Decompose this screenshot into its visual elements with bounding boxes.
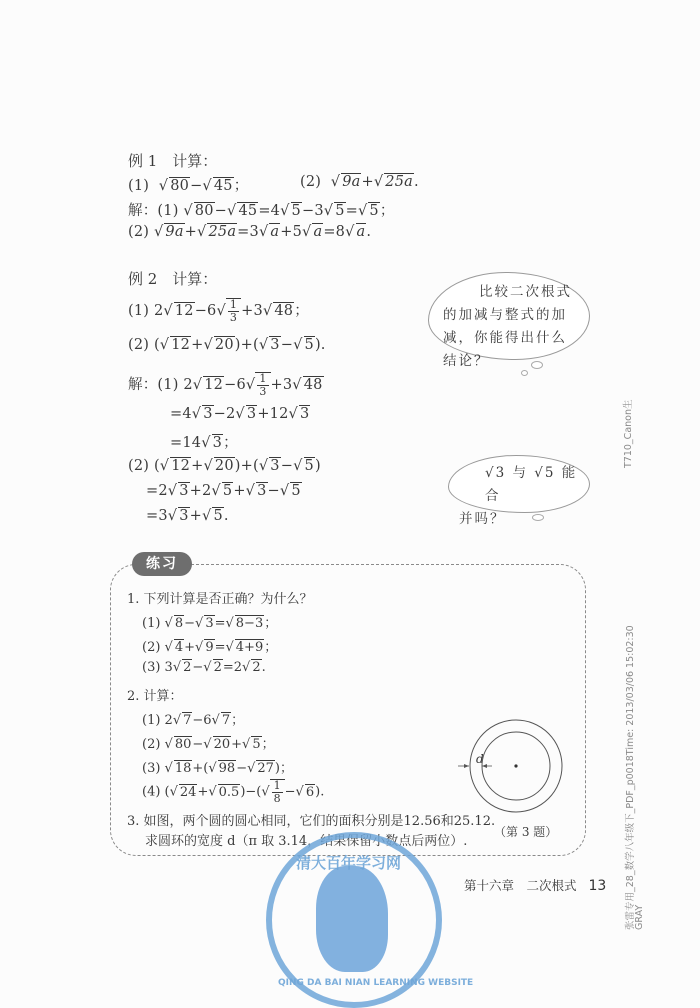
thought-dot [521, 370, 528, 376]
example-1-solution-1 [128, 199, 395, 220]
practice-q1-item-1: (1) √ 8−√ 3=√ 8−3； [142, 616, 278, 631]
example-2-solution-1-line-3: =14√ 3； [170, 435, 238, 451]
practice-q1-title: 1. 下列计算是否正确？为什么？ [127, 592, 313, 607]
label: (2) [300, 174, 322, 190]
thought-dot [532, 514, 544, 521]
figure-caption: （第 3 题） [494, 825, 558, 839]
thought-bubble-1 [428, 272, 590, 369]
expr: √ 9a+√ 25a. [325, 174, 419, 190]
practice-q2-title: 2. 计算： [127, 689, 183, 704]
practice-q2-item-2: (2) √ 80−√ 20+√ 5； [142, 737, 275, 752]
example-1-title: 例 1 计算： [128, 152, 218, 170]
figure-label-d: d [476, 752, 484, 766]
label: (1) [128, 178, 150, 194]
example-2-solution-2-line-2: =2√ 3+2√ 5+√ 3−√ 5 [146, 483, 301, 499]
chapter-name: 第十六章 二次根式 [464, 878, 577, 893]
page-number: 13 [588, 878, 607, 894]
practice-q2-item-4: (4) (√ 24+√ 0.5)−(√ $\frac{1}{8}$ −√ 6). [142, 779, 325, 805]
thought-bubble-2 [448, 455, 590, 527]
expr: (1) √ 80−√ 45=4√ 5−3√ 5=√ 5； [157, 203, 395, 219]
example-2-problem-1: (1) 2√ 12−6√ $\frac{1}{3}$ +3√ 48； [128, 298, 309, 324]
thought-bubble-1-text: 比较二次根式的加减与整式的加减，你能得出什么结论？ [443, 284, 572, 369]
thought-bubble-2-text [449, 456, 589, 531]
line: 并吗？ [459, 511, 506, 527]
example-2-problem-2: (2) (√ 12+√ 20)+(√ 3−√ 5). [128, 337, 326, 353]
practice-q2-item-3: (3) √ 18+(√ 98−√ 27)； [142, 761, 293, 776]
practice-q1-item-3: (3) 3√ 2−√ 2=2√ 2. [142, 660, 266, 675]
practice-q1-item-2: (2) √ 4+√ 9=√ 4+9； [142, 640, 278, 655]
expr: √ 80−√ 45； [153, 178, 249, 194]
example-1-problem-2 [300, 174, 419, 190]
line: √3 与 √5 能合 [485, 465, 578, 504]
concentric-circles-figure [458, 718, 578, 818]
example-2-solution-1-line-1: 解：(1) 2√ 12−6√ $\frac{1}{3}$ +3√ 48 [128, 372, 323, 398]
chapter-title [464, 876, 606, 894]
thought-dot [531, 361, 543, 369]
example-1-problem-1 [128, 174, 248, 195]
watermark-top-text: 清大百年学习网 [296, 854, 402, 872]
example-2-solution-1-line-2: =4√ 3−2√ 3+12√ 3 [170, 406, 310, 422]
practice-q3-line-1: 3. 如图，两个圆的圆心相同，它们的面积分别是12.56和25.12. [127, 814, 496, 829]
practice-q2-item-1: (1) 2√ 7−6√ 7； [142, 713, 245, 728]
example-2-solution-2-line-1: (2) (√ 12+√ 20)+(√ 3−√ 5) [128, 458, 321, 474]
example-1-solution-2: (2) √ 9a+√ 25a=3√ a+5√ a=8√ a. [128, 224, 372, 240]
watermark-bottom-text: QING DA BAI NIAN LEARNING WEBSITE [278, 978, 474, 988]
file-info-label: 张雷专用_28_数学八年级下_PDF_p0018Time: 2013/03/06 15:02:30 [625, 625, 636, 930]
solution-label: 解： [128, 377, 158, 393]
color-mode-label: GRAY [634, 904, 645, 930]
solution-label: 解： [128, 203, 158, 219]
practice-q3-line-2: 求圆环的宽度 d（π 取 3.14，结果保留小数点后两位）. [145, 834, 468, 849]
practice-tag: 练习 [132, 552, 192, 576]
example-2-solution-2-line-3: =3√ 3+√ 5. [146, 508, 229, 524]
example-2-title: 例 2 计算： [128, 270, 218, 288]
scanner-label: T710_Canon生 [623, 399, 634, 468]
watermark-seal [316, 866, 388, 972]
